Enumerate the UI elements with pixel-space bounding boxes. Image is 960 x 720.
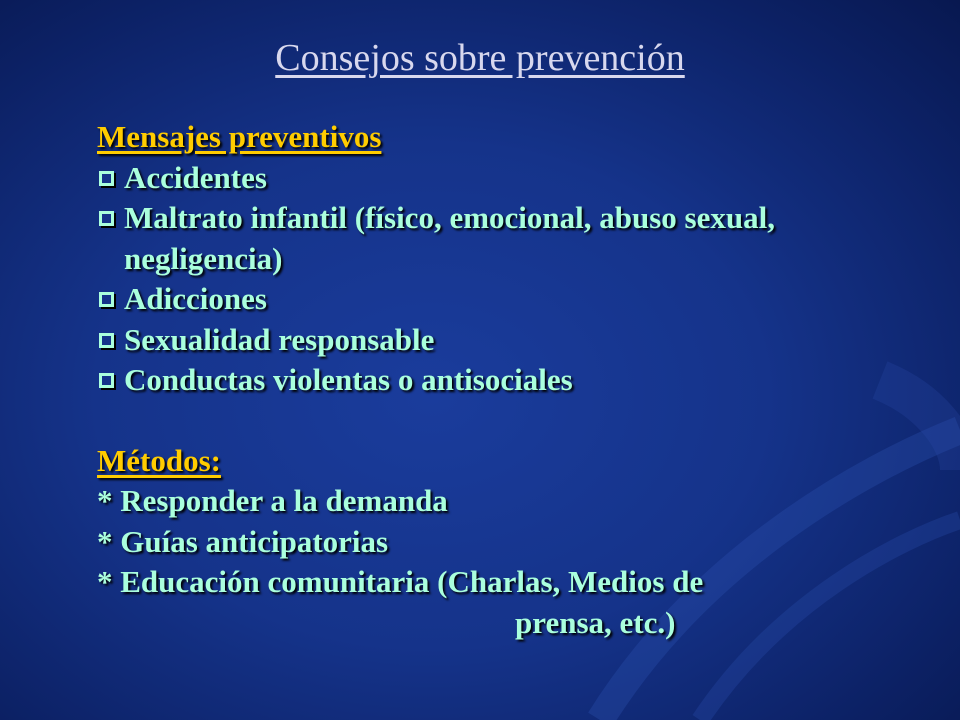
list-item: Maltrato infantil (físico, emocional, abuso sexual, negligencia) xyxy=(97,198,857,279)
checkbox-bullet-icon xyxy=(99,211,114,226)
list-item: Accidentes xyxy=(97,158,857,199)
method-item: * Responder a la demanda xyxy=(97,483,448,518)
checkbox-bullet-icon xyxy=(99,171,114,186)
section-heading-metodos: Métodos: xyxy=(97,442,221,478)
method-item: * Guías anticipatorias xyxy=(97,523,389,559)
slide-content xyxy=(97,117,857,643)
list-item: Conductas violentas o antisociales xyxy=(97,360,857,401)
spacer xyxy=(97,401,857,441)
checkbox-bullet-icon xyxy=(99,373,114,388)
method-item-continuation: prensa, etc.) xyxy=(515,604,676,640)
list-item: Adicciones xyxy=(97,279,857,320)
list-item: Sexualidad responsable xyxy=(97,320,857,361)
checkbox-bullet-icon xyxy=(99,292,114,307)
method-item: * Educación comunitaria (Charlas, Medios de xyxy=(97,564,704,599)
checkbox-bullet-icon xyxy=(99,333,114,348)
section-heading-mensajes: Mensajes preventivos xyxy=(97,119,382,154)
slide-title: Consejos sobre prevención xyxy=(275,37,685,79)
